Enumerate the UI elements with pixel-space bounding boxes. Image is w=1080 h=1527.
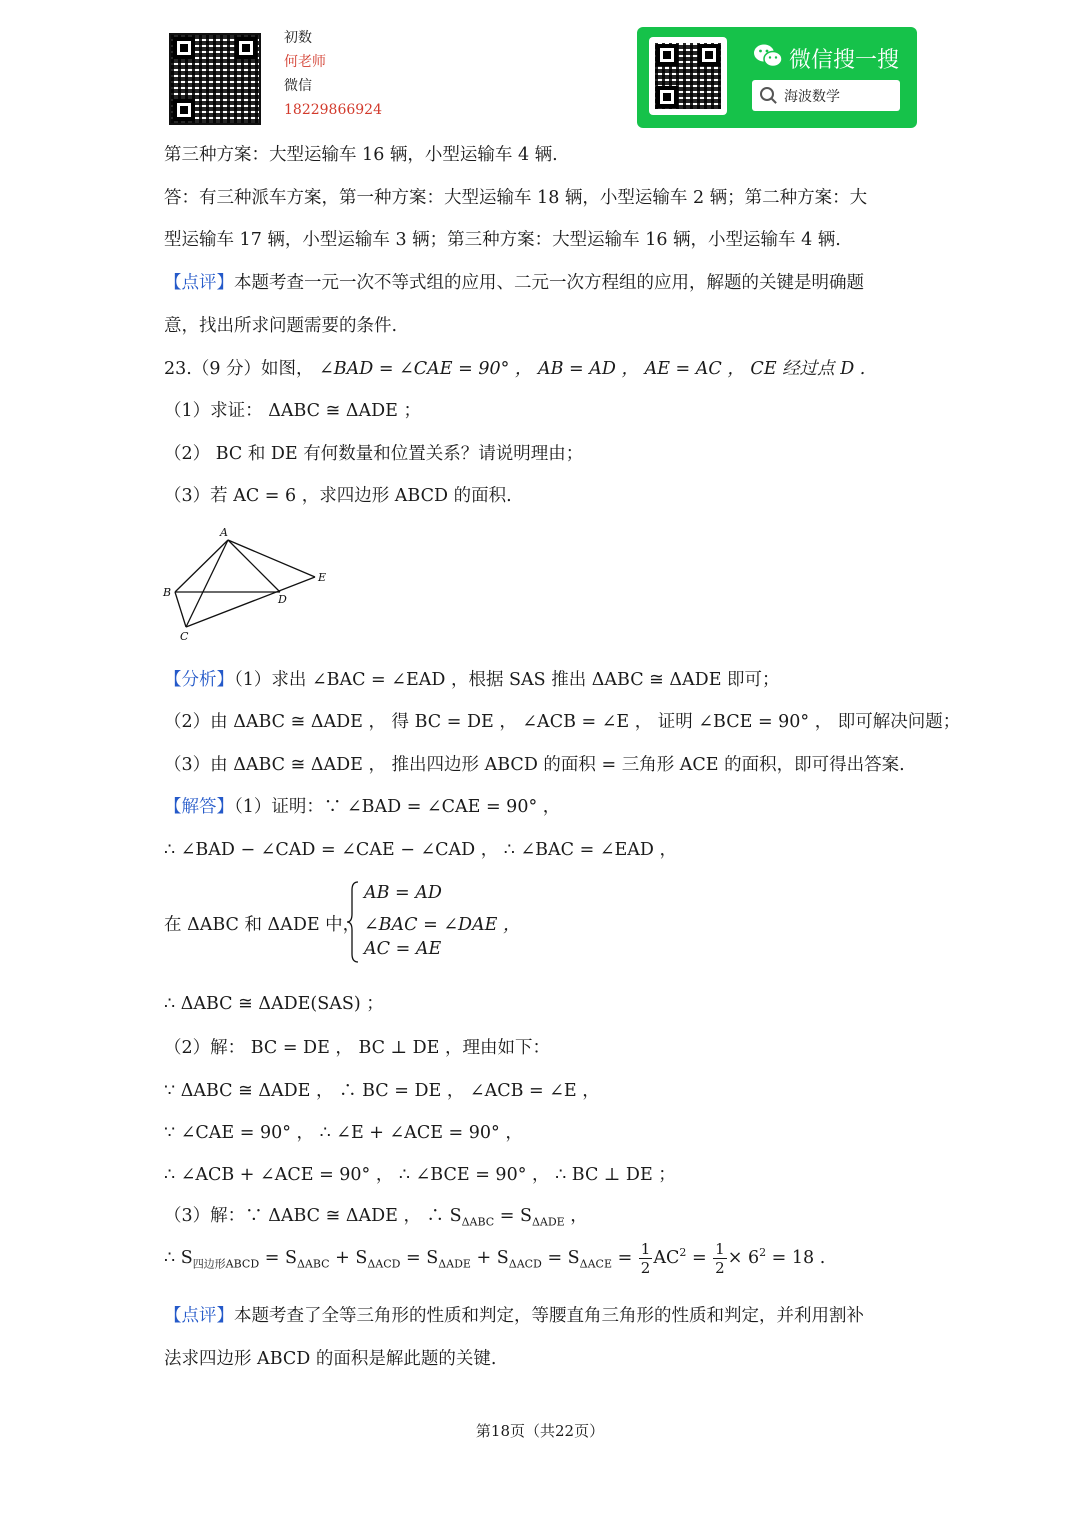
subscript: ΔACD (508, 1257, 542, 1271)
text-line: ∴ ∠BAD − ∠CAD = ∠CAE − ∠CAD ， ∴ ∠BAC = ∠EAD ， (164, 840, 677, 860)
text-line: ∴ ΔABC ≅ ΔADE(SAS) ； (164, 994, 384, 1014)
label-b: B (163, 586, 172, 599)
text-span: = 18 . (766, 1248, 826, 1268)
label-a: A (220, 526, 228, 539)
label-e: E (318, 571, 327, 584)
superscript: 2 (759, 1246, 767, 1260)
comment-paragraph (164, 269, 864, 294)
page-footer: 第18页（共22页） (475, 1422, 605, 1440)
subscript: 四边形ABCD (192, 1257, 260, 1271)
subscript: ΔACE (579, 1257, 612, 1271)
question-condition: ∠BAD = ∠CAE = 90° ， AB = AD ， AE = AC ， CE 经过点 D . (319, 359, 866, 379)
text-line (164, 1202, 588, 1229)
question-part-1: （1）求证： ΔABC ≅ ΔADE ； (164, 401, 421, 421)
text-span: = (686, 1248, 713, 1268)
text-span: （1）证明：∵ ∠BAD = ∠CAE = 90° ， (234, 797, 561, 817)
wechat-search-label: 微信搜一搜 (789, 48, 900, 73)
text-span: + S (329, 1248, 368, 1268)
text-line: （3）由 ΔABC ≅ ΔADE ， 推出四边形 ABCD 的面积 = 三角形 ACE 的面积，即可得出答案. (164, 755, 905, 775)
equation-line: AC = AE (364, 939, 442, 959)
subscript: ΔABC (461, 1215, 495, 1229)
contact-line-1: 初数 (284, 30, 312, 46)
answer-tag: 【解答】 (164, 797, 234, 817)
search-box[interactable] (752, 80, 900, 111)
text-span: = S (259, 1248, 297, 1268)
subscript: ΔABC (296, 1257, 330, 1271)
text-line: ∵ ΔABC ≅ ΔADE ， ∴ BC = DE ， ∠ACB = ∠E ， (164, 1081, 600, 1101)
text-line: ∴ ∠ACB + ∠ACE = 90° ， ∴ ∠BCE = 90° ， ∴ BC ⊥ DE ； (164, 1165, 676, 1185)
fraction: $\frac{1}{2}$ (715, 1240, 725, 1277)
qr-code-right (649, 37, 727, 115)
text-span: ， (564, 1206, 588, 1226)
contact-line-2: 何老师 (284, 54, 326, 70)
contact-info (284, 26, 382, 122)
question-number: 23.（9 分）如图， (164, 359, 314, 379)
text-span: = S (400, 1248, 439, 1268)
subscript: ΔADE (531, 1215, 565, 1229)
search-text: 海波数学 (784, 89, 840, 105)
text-span: × 6 (727, 1248, 760, 1268)
text-line: 型运输车 17 辆，小型运输车 3 辆；第三种方案：大型运输车 16 辆，小型运输车 4 辆. (164, 230, 841, 250)
question-part-3: （3）若 AC = 6 ，求四边形 ABCD 的面积. (164, 486, 512, 506)
geometry-figure (160, 522, 340, 644)
text-span: AC (653, 1248, 680, 1268)
text-line: 在 ΔABC 和 ΔADE 中， (164, 915, 361, 935)
comment-tag: 【点评】 (164, 273, 234, 293)
fraction: $\frac{1}{2}$ (640, 1240, 651, 1277)
area-equation (164, 1240, 825, 1277)
qr-code-left (169, 33, 261, 125)
text-span: + S (470, 1248, 509, 1268)
text-span: 本题考查了全等三角形的性质和判定，等腰直角三角形的性质和判定，并利用割补 (234, 1306, 864, 1326)
equation-line: AB = AD (364, 883, 442, 903)
text-span: （1）求出 ∠BAC = ∠EAD ，根据 SAS 推出 ΔABC ≅ ΔADE 即可； (234, 670, 780, 690)
comment-paragraph-2 (164, 1302, 864, 1327)
contact-phone: 18229866924 (284, 102, 382, 118)
question-part-2: （2） BC 和 DE 有何数量和位置关系？请说明理由； (164, 444, 584, 464)
analysis-tag: 【分析】 (164, 670, 234, 690)
wechat-logo-icon (753, 43, 783, 69)
text-line: 第三种方案：大型运输车 16 辆，小型运输车 4 辆. (164, 145, 558, 165)
text-span: ∴ S (164, 1248, 193, 1268)
brace-icon (346, 880, 360, 964)
text-span: （3）解：∵ ΔABC ≅ ΔADE ， ∴ S (164, 1206, 462, 1226)
subscript: ΔADE (438, 1257, 471, 1271)
contact-line-3: 微信 (284, 78, 312, 94)
label-d: D (278, 593, 287, 606)
text-line: 法求四边形 ABCD 的面积是解此题的关键. (164, 1349, 497, 1369)
search-icon (760, 87, 774, 101)
text-line: 答：有三种派车方案，第一种方案：大型运输车 18 辆，小型运输车 2 辆；第二种方案：大 (164, 188, 868, 208)
answer-paragraph (164, 793, 560, 818)
comment-tag: 【点评】 (164, 1306, 234, 1326)
text-span: = S (541, 1248, 580, 1268)
text-span: = S (494, 1206, 532, 1226)
text-line: 意，找出所求问题需要的条件. (164, 316, 398, 336)
question-23 (164, 355, 865, 380)
text-span: = (612, 1248, 638, 1268)
superscript: 2 (679, 1246, 687, 1260)
text-span: 本题考查一元一次不等式组的应用、二元一次方程组的应用，解题的关键是明确题 (234, 273, 864, 293)
subscript: ΔACD (367, 1257, 401, 1271)
equation-line: ∠BAC = ∠DAE ， (364, 915, 521, 935)
label-c: C (180, 630, 189, 643)
wechat-search-card[interactable] (637, 27, 917, 128)
analysis-paragraph (164, 666, 780, 691)
text-line: （2）解： BC = DE ， BC ⊥ DE ，理由如下： (164, 1038, 551, 1058)
text-line: （2）由 ΔABC ≅ ΔADE ， 得 BC = DE ， ∠ACB = ∠E ， 证明 ∠BCE = 90° ， 即可解决问题； (164, 712, 961, 732)
text-line: ∵ ∠CAE = 90° ， ∴ ∠E + ∠ACE = 90° ， (164, 1123, 523, 1143)
